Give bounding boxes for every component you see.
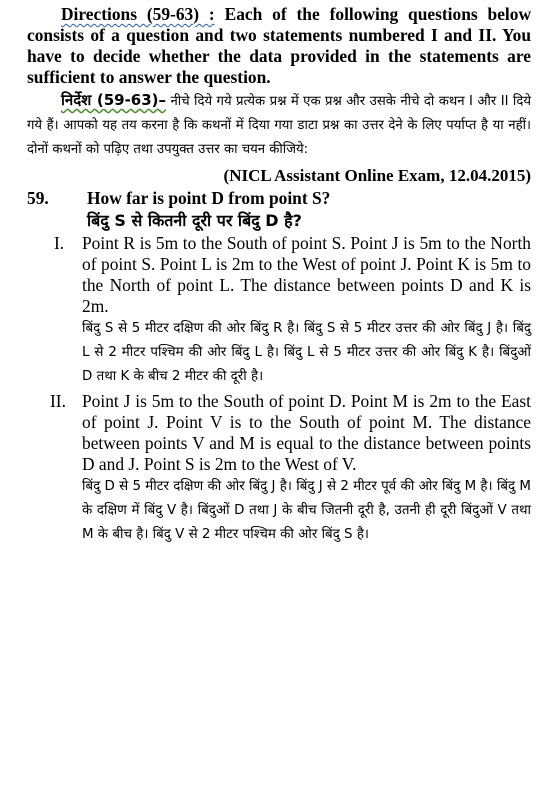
statement-number: I.	[54, 233, 65, 253]
question-text-english: How far is point D from point S?	[87, 188, 331, 208]
question-number: 59.	[27, 188, 49, 208]
statement-body	[82, 233, 531, 389]
question-body	[87, 188, 531, 233]
statement-text-hindi: बिंदु S से 5 मीटर दक्षिण की ओर बिंदु R है। बिंदु S से 5 मीटर उत्तर की ओर बिंदु J है। बिंदु L से 2 मीटर पश्चिम की ओर बिंदु L है। बिंदु L से 5 मीटर उत्तर की ओर बिंदु K है। बिंदुओं D तथा K के बीच 2 मीटर की दूरी है।	[82, 321, 531, 384]
statement-2	[50, 391, 531, 547]
directions-label-hindi: निर्देश (59-63)–	[61, 91, 167, 109]
directions-label-english: Directions (59-63) :	[61, 4, 215, 24]
exam-source: (NICL Assistant Online Exam, 12.04.2015)	[223, 166, 531, 185]
statement-text-english: Point R is 5m to the South of point S. Point J is 5m to the North of point S. Point L is 2m to the West of point J. Point K is 5m to the North of point L. The distance between points D and K is 2m.	[82, 233, 531, 316]
statement-1	[54, 233, 531, 389]
statement-text-english: Point J is 5m to the South of point D. Point M is 2m to the East of point J. Point V is to the South of point M. The distance between points V and M is equal to the distance between points D and J. Point S is 2m to the West of V.	[82, 391, 531, 474]
statement-body	[82, 391, 531, 547]
directions-english	[27, 4, 531, 88]
directions-hindi	[27, 88, 531, 162]
directions-text-english: Each of the following questions below consists of a question and two statements numbered I and II. You have to decide whether the data provided in the statements are sufficient to answer the question.	[27, 4, 531, 87]
directions-text-hindi: नीचे दिये गये प्रत्येक प्रश्न में एक प्रश्न और उसके नीचे दो कथन I और II दिये गये हैं। आपको यह तय करना है कि कथनों में दिया गया डाटा प्रश्न का उत्तर देने के लिए पर्याप्त है या नहीं। दोनों कथनों को पढ़िए तथा उपयुक्त उत्तर का चयन कीजिये:	[27, 94, 531, 157]
question-block	[27, 188, 531, 233]
question-text-hindi: बिंदु S से कितनी दूरी पर बिंदु D है?	[87, 211, 302, 230]
statement-text-hindi: बिंदु D से 5 मीटर दक्षिण की ओर बिंदु J है। बिंदु J से 2 मीटर पूर्व की ओर बिंदु M है। बिंदु M के दक्षिण में बिंदु V है। बिंदुओं D तथा J के बीच जितनी दूरी है, उतनी ही दूरी बिंदुओं V तथा M के बीच है। बिंदु V से 2 मीटर पश्चिम की ओर बिंदु S है।	[82, 479, 531, 542]
statement-number: II.	[50, 391, 66, 411]
